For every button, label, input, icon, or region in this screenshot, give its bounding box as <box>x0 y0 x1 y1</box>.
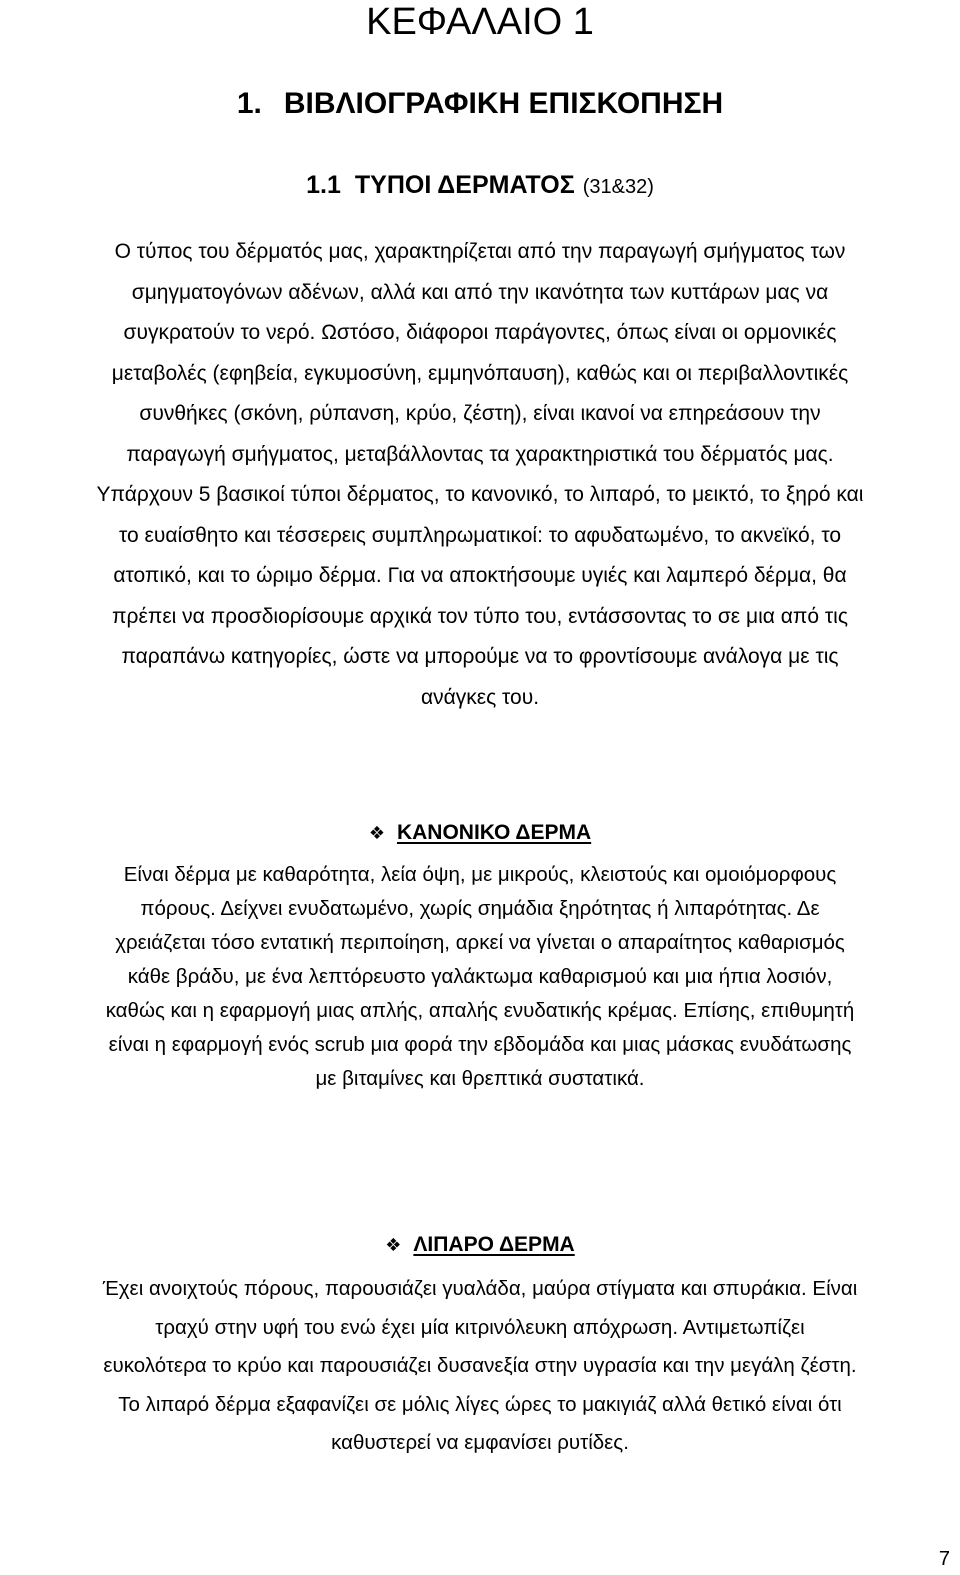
paragraph-line: συνθήκες (σκόνη, ρύπανση, κρύο, ζέστη), είναι ικανοί να επηρεάσουν την <box>139 402 821 425</box>
paragraph-line: τραχύ στην υφή του ενώ έχει μία κιτρινόλευκη απόχρωση. Αντιμετωπίζει <box>155 1315 805 1339</box>
normal-skin-heading <box>0 816 960 850</box>
paragraph-line: καθώς και η εφαρμογή μιας απλής, απαλής ενυδατικής κρέμας. Επίσης, επιθυμητή <box>105 999 855 1022</box>
subsection-title-text: ΤΥΠΟΙ ΔΕΡΜΑΤΟΣ <box>354 171 575 199</box>
subsection-number: 1.1 <box>306 171 341 199</box>
section-title <box>0 84 960 124</box>
paragraph-line: Το λιπαρό δέρμα εξαφανίζει σε μόλις λίγες ώρες το μακιγιάζ αλλά θετικό είναι ότι <box>118 1392 842 1416</box>
oily-skin-heading-label: ΛΙΠΑΡΟ ΔΕΡΜΑ <box>413 1233 575 1256</box>
paragraph-line: καθυστερεί να εμφανίσει ρυτίδες. <box>331 1431 629 1454</box>
diamond-bullet-icon: ❖ <box>368 823 385 843</box>
paragraph-line: κάθε βράδυ, με ένα λεπτόρευστο γαλάκτωμα καθαρισμού και μια ήπια λοσιόν, <box>127 965 833 988</box>
normal-skin-heading-label: ΚΑΝΟΝΙΚΟ ΔΕΡΜΑ <box>396 821 592 844</box>
paragraph-line: μεταβολές (εφηβεία, εγκυμοσύνη, εμμηνόπαυση), καθώς και οι περιβαλλοντικές <box>111 361 849 385</box>
paragraph-line: είναι η εφαρμογή ενός scrub μια φορά την εβδομάδα και μιας μάσκας ενυδάτωσης <box>108 1033 852 1056</box>
oily-skin-heading <box>0 1228 960 1262</box>
subsection-title <box>0 167 960 205</box>
intro-paragraph <box>0 232 960 718</box>
paragraph-line: παραγωγή σμήγματος, μεταβάλλοντας τα χαρακτηριστικά του δέρματός μας. <box>126 442 834 466</box>
paragraph-line: Υπάρχουν 5 βασικοί τύποι δέρματος, το κανονικό, το λιπαρό, το μεικτό, το ξηρό και <box>96 483 864 506</box>
section-title-text: ΒΙΒΛΙΟΓΡΑΦΙΚΗ ΕΠΙΣΚΟΠΗΣΗ <box>283 87 724 120</box>
paragraph-line: ευκολότερα το κρύο και παρουσιάζει δυσανεξία στην υγρασία και την μεγάλη ζέστη. <box>103 1354 857 1377</box>
paragraph-line: πόρους. Δείχνει ενυδατωμένο, χωρίς σημάδια ξηρότητας ή λιπαρότητας. Δε <box>140 897 820 920</box>
paragraph-line: με βιταμίνες και θρεπτικά συστατικά. <box>315 1067 645 1090</box>
paragraph-line: χρειάζεται τόσο εντατική περιποίηση, αρκεί να γίνεται ο απαραίτητος καθαρισμός <box>115 931 845 954</box>
chapter-title: ΚΕΦΑΛΑΙΟ 1 <box>366 1 594 43</box>
paragraph-line: σμηγματογόνων αδένων, αλλά και από την ικανότητα των κυττάρων μας να <box>131 280 829 304</box>
paragraph-line: παραπάνω κατηγορίες, ώστε να μπορούμε να το φροντίσουμε ανάλογα με τις <box>121 645 839 668</box>
subsection-reference: (31&32) <box>582 176 654 198</box>
diamond-bullet-icon: ❖ <box>385 1235 402 1255</box>
paragraph-line: συγκρατούν το νερό. Ωστόσο, διάφοροι παράγοντες, όπως είναι οι ορμονικές <box>123 321 837 344</box>
paragraph-line: το ευαίσθητο και τέσσερεις συμπληρωματικοί: το αφυδατωμένο, το ακνεϊκό, το <box>119 523 841 547</box>
paragraph-line: ατοπικό, και το ώριμο δέρμα. Για να αποκτήσουμε υγιές και λαμπερό δέρμα, θα <box>113 564 847 587</box>
paragraph-line: ανάγκες του. <box>420 685 540 709</box>
oily-skin-paragraph <box>0 1270 960 1463</box>
paragraph-line: Έχει ανοιχτούς πόρους, παρουσιάζει γυαλάδα, μαύρα στίγματα και σπυράκια. Είναι <box>102 1277 858 1300</box>
page-number: 7 <box>938 1548 950 1570</box>
paragraph-line: Είναι δέρμα με καθαρότητα, λεία όψη, με μικρούς, κλειστούς και ομοιόμορφους <box>123 863 837 886</box>
paragraph-line: Ο τύπος του δέρματός μας, χαρακτηρίζεται από την παραγωγή σμήγματος των <box>114 240 846 263</box>
normal-skin-paragraph <box>0 858 960 1096</box>
paragraph-line: πρέπει να προσδιορίσουμε αρχικά τον τύπο του, εντάσσοντας το σε μια από τις <box>112 604 848 628</box>
section-number: 1. <box>236 87 262 120</box>
